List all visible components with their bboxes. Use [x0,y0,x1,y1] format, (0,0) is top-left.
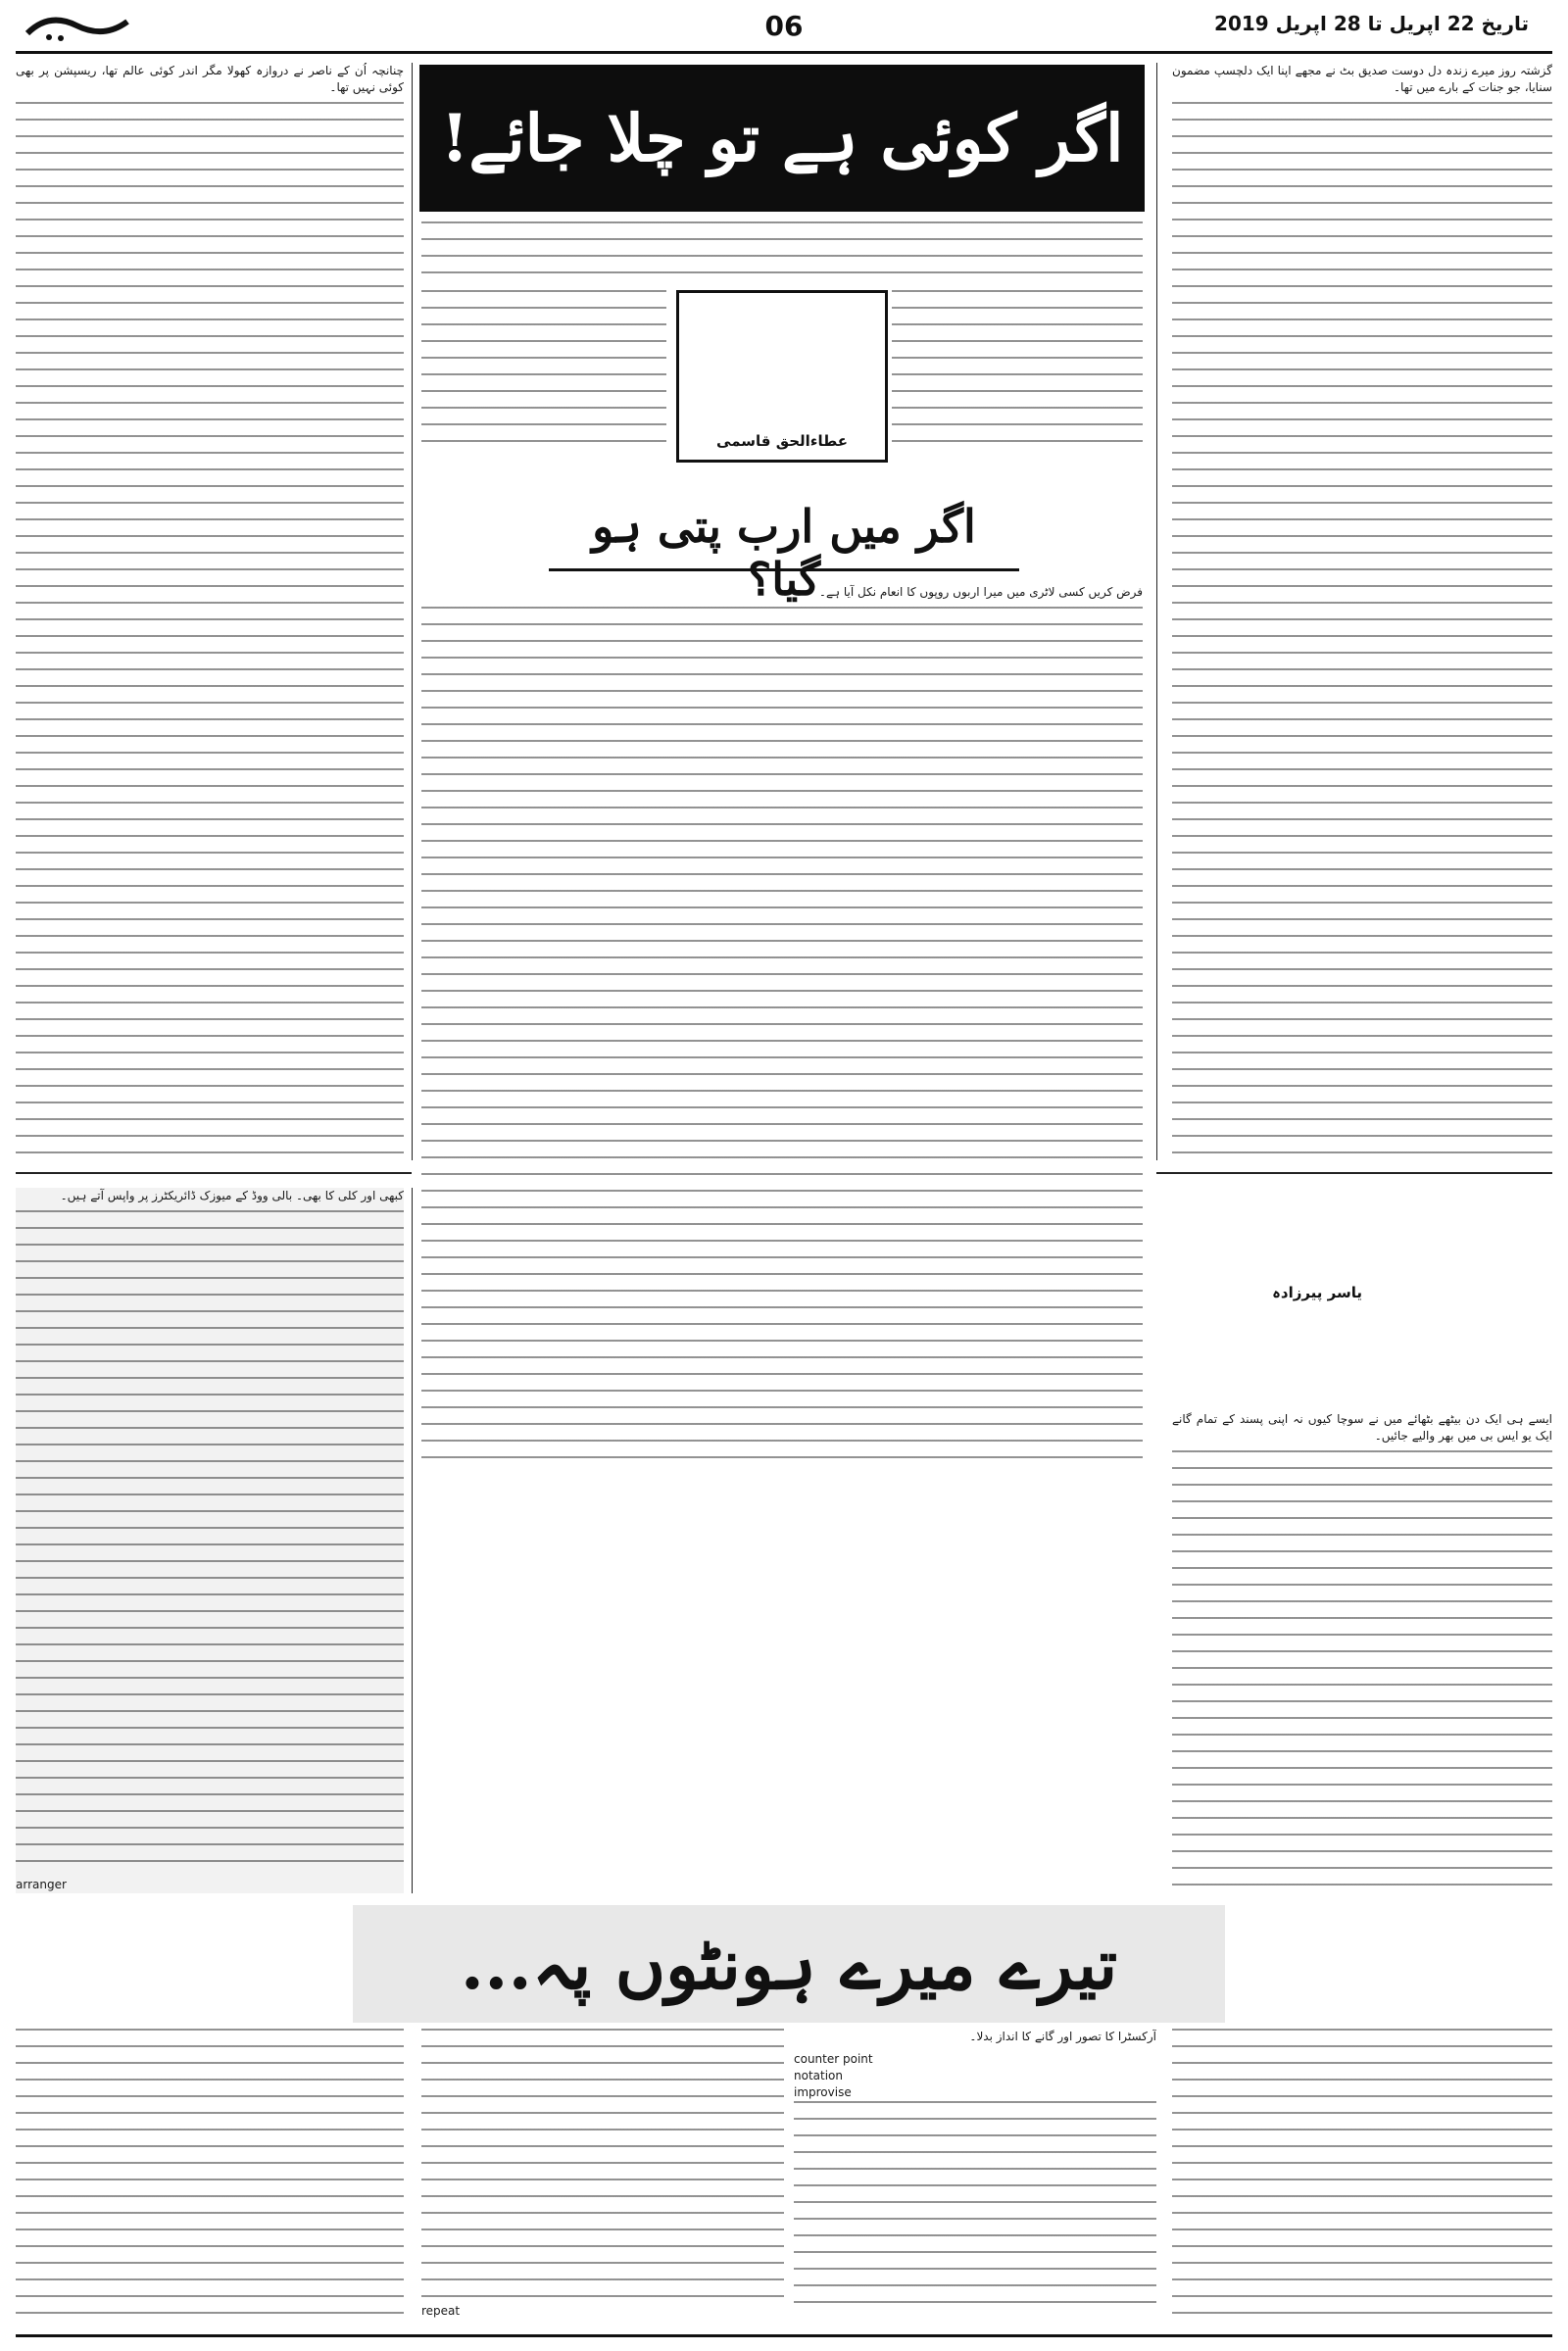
article-left-column [16,63,404,1160]
article-right-body [1172,102,1552,1160]
main-headline: اگر کوئی ہے تو چلا جائے! [419,65,1145,212]
article-center-right-body [892,290,1143,457]
header-rule [16,51,1552,54]
english-term-notation: notation [794,2069,843,2082]
article-bottom-center-left-column [421,2029,784,2323]
newspaper-logo-mark [20,6,137,45]
article-center-left-block [421,290,666,457]
article-lower-left-body [16,1210,404,1877]
english-term-improvise: improvise [794,2085,852,2099]
section-rule [16,1172,412,1174]
english-term-counter-point: counter point [794,2052,873,2066]
article-bottom-center-left-body [421,2029,784,2303]
page-number: 06 [764,10,804,42]
article-lower-right-lead: ایسے ہی ایک دن بیٹھے بٹھائے میں نے سوچا کیوں نہ اپنی پسند کے تمام گانے ایک یو ایس بی میں بھر والیے جائیں۔ [1172,1412,1552,1443]
article-center-lead: فرض کریں کسی لاٹری میں میرا اربوں روپوں کا انعام نکل آیا ہے۔ [818,585,1143,599]
article-center-upper [421,221,1143,280]
author-photo-box [676,290,888,463]
article-bottom-left-column [16,2029,404,2323]
article-center-column [421,584,1143,1486]
article-lower-right-body [1172,1450,1552,1891]
english-term-arranger: arranger [16,1878,67,1891]
article-center-left-body [421,290,666,457]
article-lower-right-column [1172,1411,1552,1891]
english-term-repeat: repeat [421,2304,461,2318]
article-left-lead: چنانچہ اُن کے ناصر نے دروازہ کھولا مگر اندر کوئی عالم تھا، ریسپشن پر بھی کوئی نہیں تھا۔ [16,64,404,94]
footer-rule [16,2334,1552,2337]
article-bottom-center-body [794,2101,1156,2307]
author-name-main: عطاءالحق قاسمی [716,432,848,450]
bottom-headline: تیرے میرے ہونٹوں پہ... [353,1905,1225,2023]
column-divider [412,1188,413,1893]
article-bottom-right-body [1172,2029,1552,2323]
article-center-body [421,607,1143,1469]
author-name-second: یاسر پیرزادہ [1272,1284,1362,1301]
article-center-right-block [892,290,1143,457]
column-divider [412,63,413,1160]
section-rule [1156,1172,1552,1174]
article-bottom-center-column [794,2029,1156,2323]
article-bottom-right-column [1172,2029,1552,2323]
article-center-upper-body [421,221,1143,280]
article-lower-left-lead: کبھی اور کلی کا بھی۔ بالی ووڈ کے میوزک ڈائریکٹرز پر واپس آتے ہیں۔ [60,1189,404,1202]
article-lower-left-column [16,1188,404,1893]
article-right-column [1172,63,1552,1160]
article-bottom-left-body [16,2029,404,2323]
article-right-lead: گزشتہ روز میرے زندہ دل دوست صدیق بٹ نے مجھے اپنا ایک دلچسپ مضمون سنایا، جو جنات کے بارے میں تھا۔ [1172,64,1552,94]
article-bottom-center-lead: آرکسٹرا کا تصور اور گانے کا انداز بدلا۔ [969,2030,1156,2043]
second-headline: اگر میں ارب پتی ہو گیا؟ [549,500,1019,571]
newspaper-logo [20,6,137,45]
issue-date: تاریخ 22 اپریل تا 28 اپریل 2019 [1214,12,1529,35]
article-left-body [16,102,404,1160]
column-divider [1156,63,1157,1160]
